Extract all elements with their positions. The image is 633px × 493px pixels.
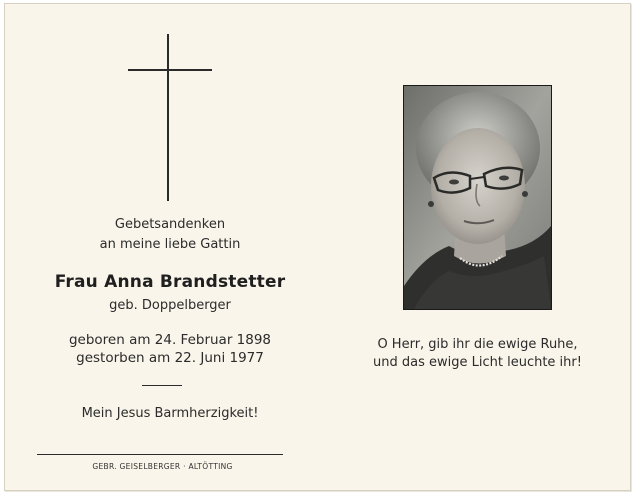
prayer-line-2: und das ewige Licht leuchte ihr! bbox=[373, 355, 582, 370]
portrait-image bbox=[404, 86, 551, 309]
intro-line-1: Gebetsandenken bbox=[114, 217, 226, 232]
life-dates bbox=[35, 331, 305, 367]
bottom-divider bbox=[37, 454, 283, 455]
prayer-line-1: O Herr, gib ihr die ewige Ruhe, bbox=[377, 337, 578, 352]
death-date: gestorben am 22. Juni 1977 bbox=[76, 350, 264, 366]
printer-imprint: GEBR. GEISELBERGER · ALTÖTTING bbox=[92, 462, 233, 471]
maiden-name: geb. Doppelberger bbox=[109, 298, 231, 313]
cross-vertical-bar bbox=[167, 34, 169, 201]
birth-date: geboren am 24. Februar 1898 bbox=[68, 332, 272, 348]
cross-horizontal-bar bbox=[128, 69, 212, 71]
portrait-photo bbox=[403, 85, 552, 310]
intro-line-2: an meine liebe Gattin bbox=[99, 237, 241, 252]
motto-text: Mein Jesus Barmherzigkeit! bbox=[81, 406, 259, 421]
intro-text bbox=[35, 215, 305, 255]
short-divider bbox=[142, 385, 182, 386]
memorial-card bbox=[4, 3, 631, 491]
prayer-text bbox=[355, 336, 600, 372]
deceased-name: Frau Anna Brandstetter bbox=[54, 272, 286, 292]
